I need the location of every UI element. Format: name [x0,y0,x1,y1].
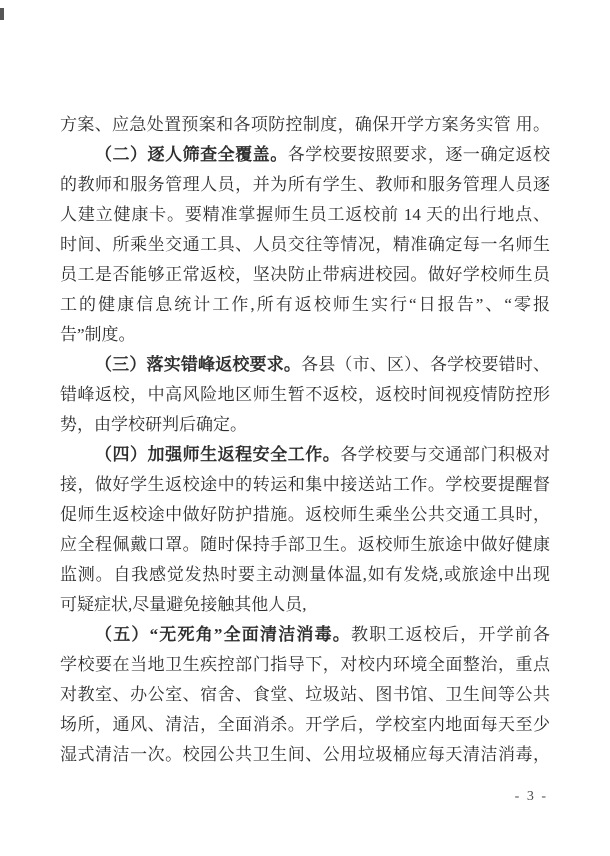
text-line [60,590,550,620]
section-heading-segment: （五）“无死角”全面清洁消毒。 [95,625,351,644]
text-segment: 学校要在当地卫生疾控部门指导下，对校内环境全面整治，重点 [60,655,550,674]
text-line [60,680,550,710]
document-body [60,110,550,770]
text-segment: 场所，通风、清洁，全面消杀。开学后，学校室内地面每天至少 [60,715,550,734]
text-line [60,410,550,440]
text-line [60,200,550,230]
text-line [60,470,550,500]
text-line [60,350,550,380]
text-segment: 人建立健康卡。要精准掌握师生员工返校前 14 天的出行地点、 [60,205,550,224]
text-segment: 教职工返校后，开学前各 [351,625,550,644]
text-segment: 错峰返校，中高风险地区师生暂不返校，返校时间视疫情防控形 [60,385,550,404]
text-line [60,710,550,740]
text-segment: 各县（市、区）、各学校要错时、 [301,355,550,374]
section-heading-segment: （二）逐人筛查全覆盖。 [95,145,288,164]
text-segment: 势，由学校研判后确定。 [60,415,247,434]
text-segment: 各学校要与交通部门积极对 [340,445,550,464]
text-segment: 湿式清洁一次。校园公共卫生间、公用垃圾桶应每天清洁消毒， [60,745,550,764]
section-heading-segment: （四）加强师生返程安全工作。 [95,445,341,464]
text-line [60,170,550,200]
text-line [60,380,550,410]
text-segment: 的教师和服务管理人员，并为所有学生、教师和服务管理人员逐 [60,175,550,194]
text-segment: 接，做好学生返校途中的转运和集中接送站工作。学校要提醒督 [60,475,550,494]
text-segment: 方案、应急处置预案和各项防控制度，确保开学方案务实管 用。 [60,115,550,134]
text-line [60,290,550,320]
text-line [60,110,550,140]
page-number: - 3 - [514,789,548,804]
text-segment: 应全程佩戴口罩。随时保持手部卫生。返校师生旅途中做好健康 [60,535,550,554]
text-line [60,440,550,470]
text-line [60,740,550,770]
text-segment: 促师生返校途中做好防护措施。返校师生乘坐公共交通工具时， [60,505,550,524]
text-line [60,320,550,350]
text-segment: 告”制度。 [60,325,136,344]
scan-artifact [0,8,4,20]
text-segment: 时间、所乘坐交通工具、人员交往等情况，精准确定每一名师生 [60,235,550,254]
text-line [60,530,550,560]
text-line [60,230,550,260]
text-segment: 可疑症状,尽量避免接触其他人员, [60,595,307,614]
text-segment: 工的健康信息统计工作,所有返校师生实行“日报告”、“零报 [60,295,550,314]
section-heading-segment: （三）落实错峰返校要求。 [95,355,302,374]
text-line [60,560,550,590]
text-segment: 对教室、办公室、宿舍、食堂、垃圾站、图书馆、卫生间等公共 [60,685,550,704]
text-segment: 监测。自我感觉发热时要主动测量体温,如有发烧,或旅途中出现 [60,565,550,584]
text-line [60,140,550,170]
text-segment: 各学校要按照要求，逐一确定返校 [287,145,550,164]
text-line [60,500,550,530]
text-line [60,260,550,290]
text-line [60,620,550,650]
text-line [60,650,550,680]
text-segment: 员工是否能够正常返校，坚决防止带病进校园。做好学校师生员 [60,265,550,284]
